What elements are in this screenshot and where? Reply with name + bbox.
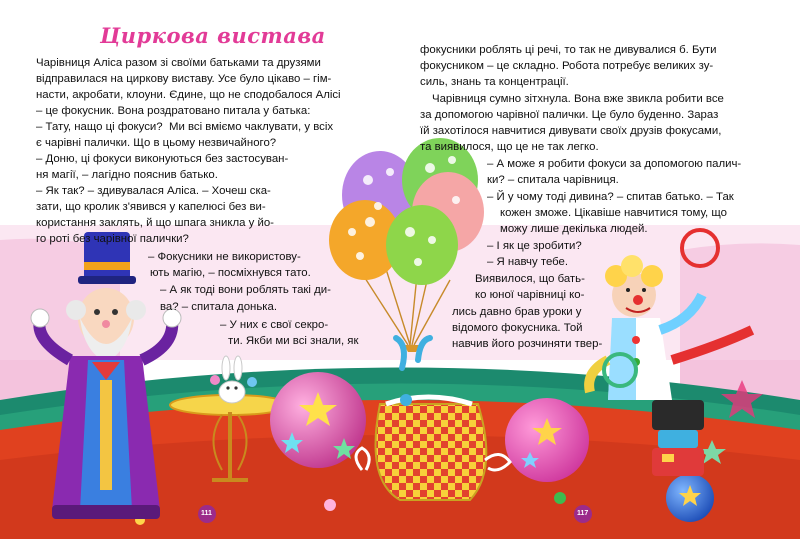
right-text-line: – І як це зробити? [487, 240, 582, 252]
story-title: Циркова вистава [100, 23, 326, 48]
left-text-line: – У них є свої секро- [220, 319, 329, 331]
left-text-line: зати, що кролик з'явився у капелюсі без ви- [36, 201, 266, 213]
left-text-line: відправилася на циркову виставу. Усе було цікаво – гім- [36, 73, 332, 85]
page-number-right: 117 [577, 510, 589, 517]
right-text-line: ки? – спитала чарівниця. [487, 174, 619, 186]
right-text-line: їй захотілося навчитися дивувати своїх друзів фокусами, [420, 125, 722, 137]
right-text-line: силь, знань та концентрації. [420, 76, 569, 88]
left-text-line: го роті без чарівної палички? [36, 233, 189, 245]
left-text-line: ва? – спитала донька. [160, 301, 277, 313]
right-text-line: – Я навчу тебе. [487, 256, 569, 268]
left-text-line: ня магії, – лагідно пояснив батько. [36, 169, 218, 181]
right-text-line: можу лише декілька людей. [500, 223, 648, 235]
left-text-line: – це фокусник. Вона роздратовано питала у батька: [36, 105, 311, 117]
left-text-line: ють магію, – посміхнувся тато. [150, 267, 311, 279]
left-text-line: Чарівниця Аліса разом зі своїми батьками та друзями [36, 57, 321, 69]
right-text-line: Виявилося, що бать- [475, 273, 585, 285]
left-text-line: ти. Якби ми всі знали, як [228, 335, 359, 347]
left-text-line: – Тату, нащо ці фокуси? Ми всі вміємо чаклувати, у всіх [36, 121, 334, 133]
left-text-line: насти, акробати, клоуни. Єдине, що не сподобалося Алісі [36, 89, 341, 101]
page-number-left: 111 [201, 510, 212, 517]
right-text-line: – Й у чому тоді дивина? – спитав батько. – Так [487, 191, 734, 203]
right-text-line: за допомогою чарівної палички. Це було буденно. Зараз [420, 109, 719, 121]
right-text-line: навчив його розчиняти твер- [452, 338, 603, 350]
right-text-line: фокусником – це складно. Робота потребує великих зу- [420, 60, 714, 72]
right-text-line: – А може я робити фокуси за допомогою палич- [487, 158, 742, 170]
left-text-line: – А як тоді вони роблять такі ди- [160, 284, 331, 296]
right-text-line: кожен зможе. Цікавіше навчитися тому, що [500, 207, 727, 219]
right-text-line: лись давно брав уроки у [452, 306, 582, 318]
left-text-line: – Як так? – здивувалася Аліса. – Хочеш ска- [36, 185, 271, 197]
right-text-line: фокусники роблять ці речі, то так не дивувалися б. Бути [420, 44, 717, 56]
right-text-line: та виявилося, що це не так легко. [420, 141, 599, 153]
left-text-line: є чарівні палички. Що в цьому незвичайного? [36, 137, 277, 149]
right-text-line: ко юної чарівниці ко- [475, 289, 585, 301]
star-ball [270, 372, 366, 468]
right-text-line: Чарівниця сумно зітхнула. Вона вже звикла робити все [432, 93, 724, 105]
left-text-line: – Доню, ці фокуси виконуються без застосуван- [36, 153, 289, 165]
right-text-line: відомого фокусника. Той [452, 322, 583, 334]
left-text-line: користання заклять, й що шпага зникла у йо- [36, 217, 274, 229]
left-text-line: – Фокусники не використову- [148, 251, 301, 263]
